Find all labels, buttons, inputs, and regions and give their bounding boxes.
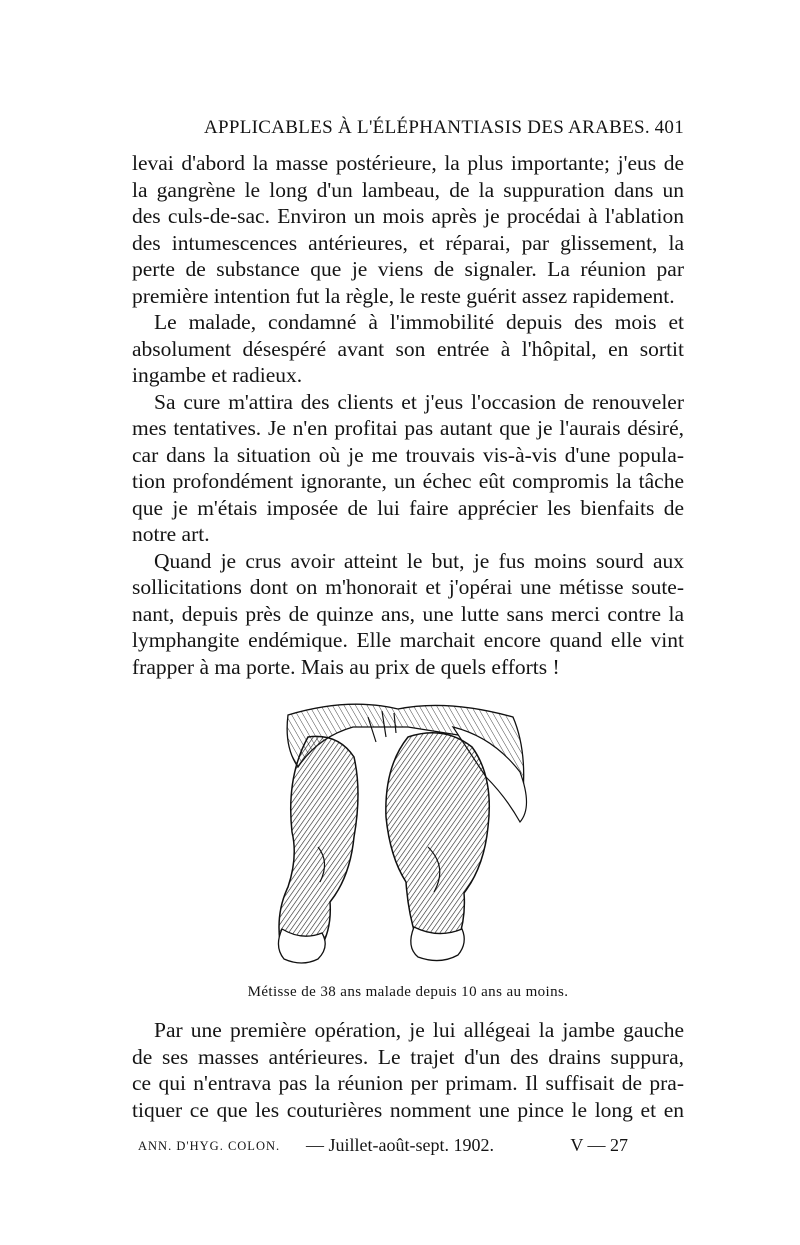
- text-line: notre art.: [132, 522, 210, 546]
- text-line: Le malade, condamné à l'immobilité depuis des mois et: [154, 310, 684, 334]
- body-text-bottom: [132, 1017, 684, 1123]
- text-line: perte de substance que je viens de signaler. La réunion par: [132, 257, 684, 281]
- running-title: APPLICABLES À L'ÉLÉPHANTIASIS DES ARABES.: [204, 117, 650, 138]
- text-line: Sa cure m'attira des clients et j'eus l'occasion de renouveler: [154, 389, 684, 414]
- issue-date: — Juillet-août-sept. 1902.: [306, 1135, 494, 1155]
- text-line: Par une première opération, je lui allégeai la jambe gauche: [154, 1018, 684, 1042]
- text-line: sollicitations dont on m'honorait et j'opérai une métisse soute-: [132, 575, 684, 599]
- body-text-top: [132, 150, 684, 680]
- text-line: Quand je crus avoir atteint le but, je fus moins sourd aux: [154, 548, 684, 573]
- text-line: ce qui n'entrava pas la réunion per primam. Il suffisait de pra-: [132, 1071, 684, 1095]
- text-line: absolument désespéré avant son entrée à l'hôpital, en sortit: [132, 336, 684, 361]
- text-line: de ses masses antérieures. Le trajet d'un des drains suppura,: [132, 1044, 684, 1069]
- journal-abbreviation: ANN. D'HYG. COLON.: [138, 1139, 281, 1153]
- text-line: des culs-de-sac. Environ un mois après je procédai à l'ablation: [132, 204, 684, 228]
- text-line: car dans la situation où je me trouvais vis-à-vis d'une popula-: [132, 442, 684, 467]
- text-line: que je m'étais imposée de lui faire apprécier les bienfaits de: [132, 495, 684, 520]
- signature-mark: V — 27: [570, 1135, 628, 1155]
- text-line: levai d'abord la masse postérieure, la plus importante; j'eus de: [132, 151, 684, 175]
- page-number: 401: [654, 117, 684, 138]
- text-line: frapper à ma porte. Mais au prix de quels efforts !: [132, 654, 560, 679]
- text-line: ingambe et radieux.: [132, 363, 303, 387]
- text-line: nant, depuis près de quinze ans, une lutte sans merci contre la: [132, 601, 684, 626]
- page-footer: [138, 1135, 628, 1159]
- running-head: [132, 117, 684, 141]
- engraving-illustration: [258, 697, 538, 967]
- text-line: première intention fut la règle, le reste guérit assez rapidement.: [132, 283, 675, 308]
- text-line: tion profondément ignorante, un échec eût compromis la tâche: [132, 469, 684, 493]
- text-line: tiquer ce que les couturières nomment une pince le long et en: [132, 1097, 684, 1122]
- text-line: lymphangite endémique. Elle marchait encore quand elle vint: [132, 628, 684, 652]
- text-line: mes tentatives. Je n'en profitai pas autant que je l'aurais désiré,: [132, 416, 684, 440]
- text-line: des intumescences antérieures, et réparai, par glissement, la: [132, 230, 684, 255]
- text-line: la gangrène le long d'un lambeau, de la suppuration dans un: [132, 177, 684, 202]
- figure-caption: Métisse de 38 ans malade depuis 10 ans au moins.: [247, 984, 569, 1000]
